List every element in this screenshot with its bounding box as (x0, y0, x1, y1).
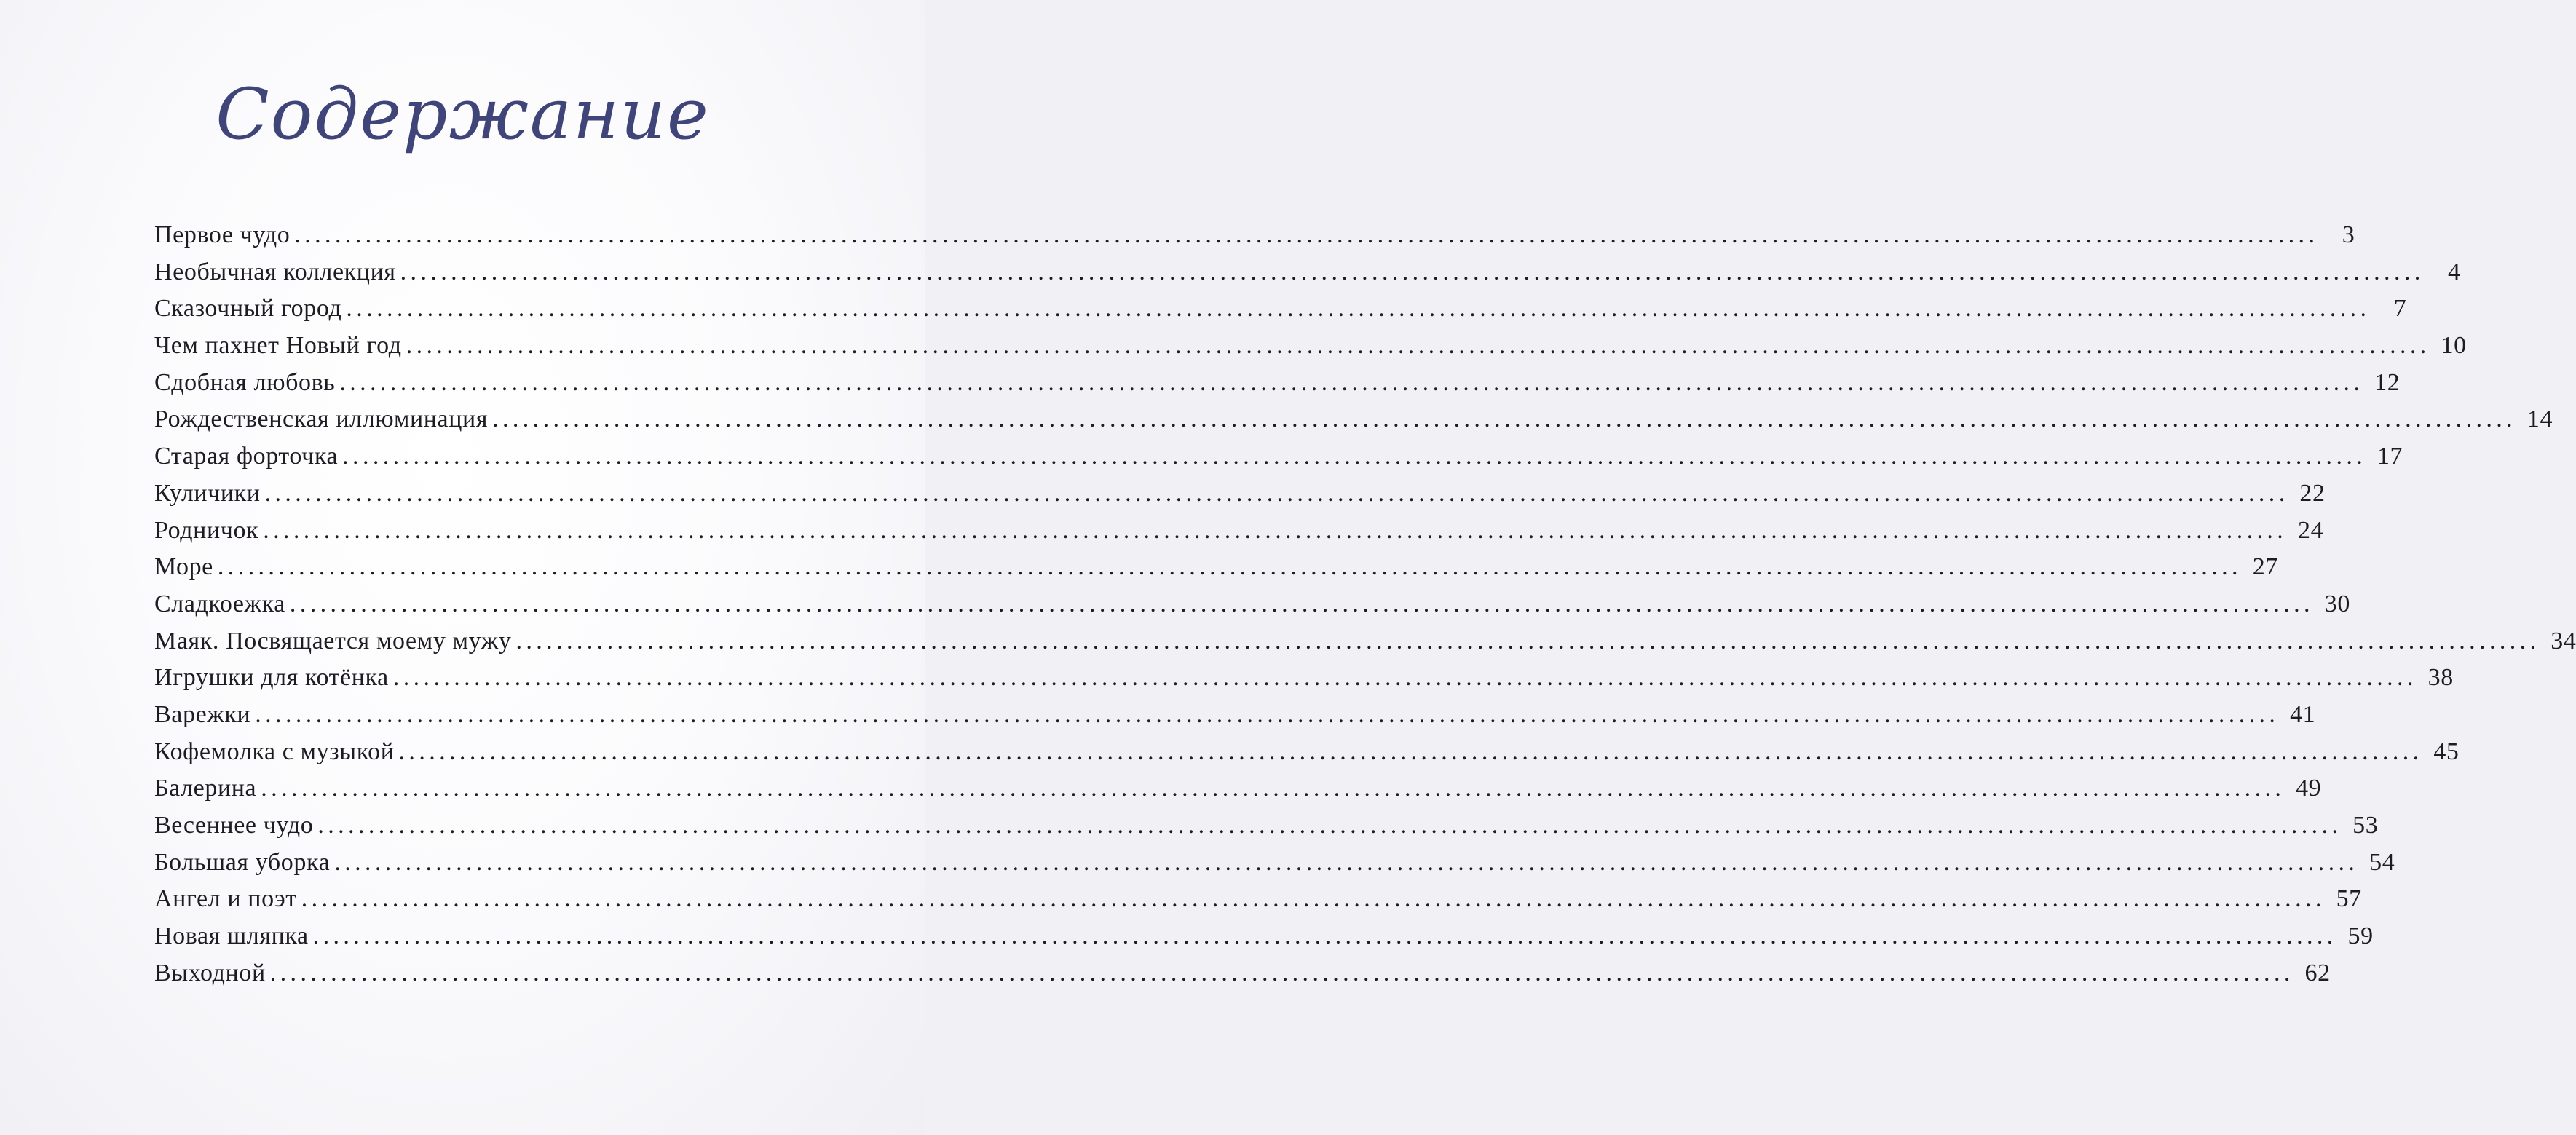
page-title: Содержание (216, 74, 710, 155)
dot-leader: ........................................................................................................................................................................................................ (263, 516, 2288, 544)
toc-entry (154, 332, 2467, 369)
toc-entry-title: Чем пахнет Новый год (154, 332, 402, 360)
toc-entry-title: Выходной (154, 959, 266, 986)
dot-leader: ........................................................................................................................................................................................................ (217, 553, 2242, 581)
toc-entry-title: Сдобная любовь (154, 368, 336, 396)
toc-entry-page: 45 (2433, 737, 2460, 765)
toc-entry (154, 516, 2324, 554)
toc-entry-title: Сказочный город (154, 295, 342, 323)
toc-entry (154, 664, 2454, 701)
dot-leader: ........................................................................................................................................................................................................ (269, 959, 2294, 986)
toc-entry (154, 221, 2355, 258)
toc-entry (154, 775, 2322, 812)
toc-entry-page: 4 (2448, 258, 2461, 285)
dot-leader: ........................................................................................................................................................................................................ (317, 812, 2342, 839)
toc-entry-title: Первое чудо (154, 221, 291, 248)
toc-entry (154, 959, 2331, 997)
toc-entry-page: 54 (2369, 848, 2395, 876)
toc-entry-title: Большая уборка (154, 848, 331, 876)
toc-entry (154, 443, 2403, 480)
toc-entry-page: 53 (2352, 812, 2379, 839)
dot-leader: ........................................................................................................................................................................................................ (301, 885, 2326, 913)
toc-entry-title: Необычная коллекция (154, 258, 396, 285)
toc-entry-title: Весеннее чудо (154, 812, 314, 839)
toc-entry-title: Рождественская иллюминация (154, 406, 489, 433)
dot-leader: ........................................................................................................................................................................................................ (400, 258, 2425, 285)
toc-entry (154, 922, 2374, 960)
toc-entry-page: 38 (2427, 664, 2454, 692)
toc-entry (154, 812, 2379, 849)
dot-leader: ........................................................................................................................................................................................................ (261, 775, 2285, 802)
toc-entry-page: 3 (2342, 221, 2355, 248)
toc-entry-page: 24 (2298, 516, 2324, 544)
toc-entry-title: Балерина (154, 775, 257, 802)
toc-entry-title: Старая форточка (154, 443, 339, 470)
dot-leader: ........................................................................................................................................................................................................ (312, 922, 2337, 950)
toc-entry-page: 30 (2324, 590, 2350, 617)
toc-entry (154, 368, 2401, 406)
table-of-contents (154, 221, 2576, 996)
toc-entry-page: 27 (2252, 553, 2278, 581)
toc-entry-title: Маяк. Посвящается моему мужу (154, 627, 512, 654)
toc-entry-title: Варежки (154, 700, 251, 728)
toc-entry (154, 848, 2395, 886)
toc-entry-page: 7 (2393, 295, 2407, 323)
toc-entry-page: 22 (2299, 479, 2326, 507)
toc-entry-title: Сладкоежка (154, 590, 285, 617)
toc-entry-title: Кофемолка с музыкой (154, 737, 395, 765)
toc-entry (154, 737, 2460, 775)
toc-entry-page: 41 (2290, 700, 2316, 728)
toc-entry-page: 49 (2296, 775, 2322, 802)
dot-leader: ........................................................................................................................................................................................................ (294, 221, 2319, 248)
toc-entry-title: Родничок (154, 516, 259, 544)
toc-entry-page: 12 (2374, 368, 2401, 396)
toc-entry-title: Новая шляпка (154, 922, 309, 950)
dot-leader: ........................................................................................................................................................................................................ (289, 590, 2314, 617)
dot-leader: ........................................................................................................................................................................................................ (492, 406, 2517, 433)
toc-entry-page: 59 (2347, 922, 2374, 950)
dot-leader: ........................................................................................................................................................................................................ (339, 368, 2364, 396)
dot-leader: ........................................................................................................................................................................................................ (346, 295, 2371, 323)
dot-leader: ........................................................................................................................................................................................................ (334, 848, 2359, 876)
toc-entry-title: Игрушки для котёнка (154, 664, 389, 692)
toc-entry (154, 590, 2350, 628)
toc-entry (154, 295, 2407, 332)
toc-entry (154, 406, 2553, 443)
toc-entry-title: Ангел и поэт (154, 885, 297, 913)
toc-entry-title: Море (154, 553, 213, 581)
dot-leader: ........................................................................................................................................................................................................ (398, 737, 2423, 765)
toc-entry-page: 14 (2526, 406, 2553, 433)
dot-leader: ........................................................................................................................................................................................................ (392, 664, 2417, 692)
dot-leader: ........................................................................................................................................................................................................ (515, 627, 2540, 654)
toc-entry (154, 553, 2278, 590)
toc-entry (154, 479, 2326, 517)
dot-leader: ........................................................................................................................................................................................................ (255, 700, 2280, 728)
dot-leader: ........................................................................................................................................................................................................ (264, 479, 2289, 507)
toc-entry-page: 57 (2336, 885, 2362, 913)
toc-entry (154, 258, 2461, 296)
dot-leader: ........................................................................................................................................................................................................ (406, 332, 2430, 360)
toc-entry-page: 34 (2551, 627, 2576, 654)
toc-entry-page: 10 (2441, 332, 2467, 360)
toc-entry (154, 700, 2316, 738)
toc-entry-page: 17 (2377, 443, 2403, 470)
toc-entry-page: 62 (2304, 959, 2331, 986)
toc-entry-title: Куличики (154, 479, 261, 507)
dot-leader: ........................................................................................................................................................................................................ (342, 443, 2367, 470)
toc-entry (154, 627, 2576, 665)
toc-entry (154, 885, 2362, 922)
